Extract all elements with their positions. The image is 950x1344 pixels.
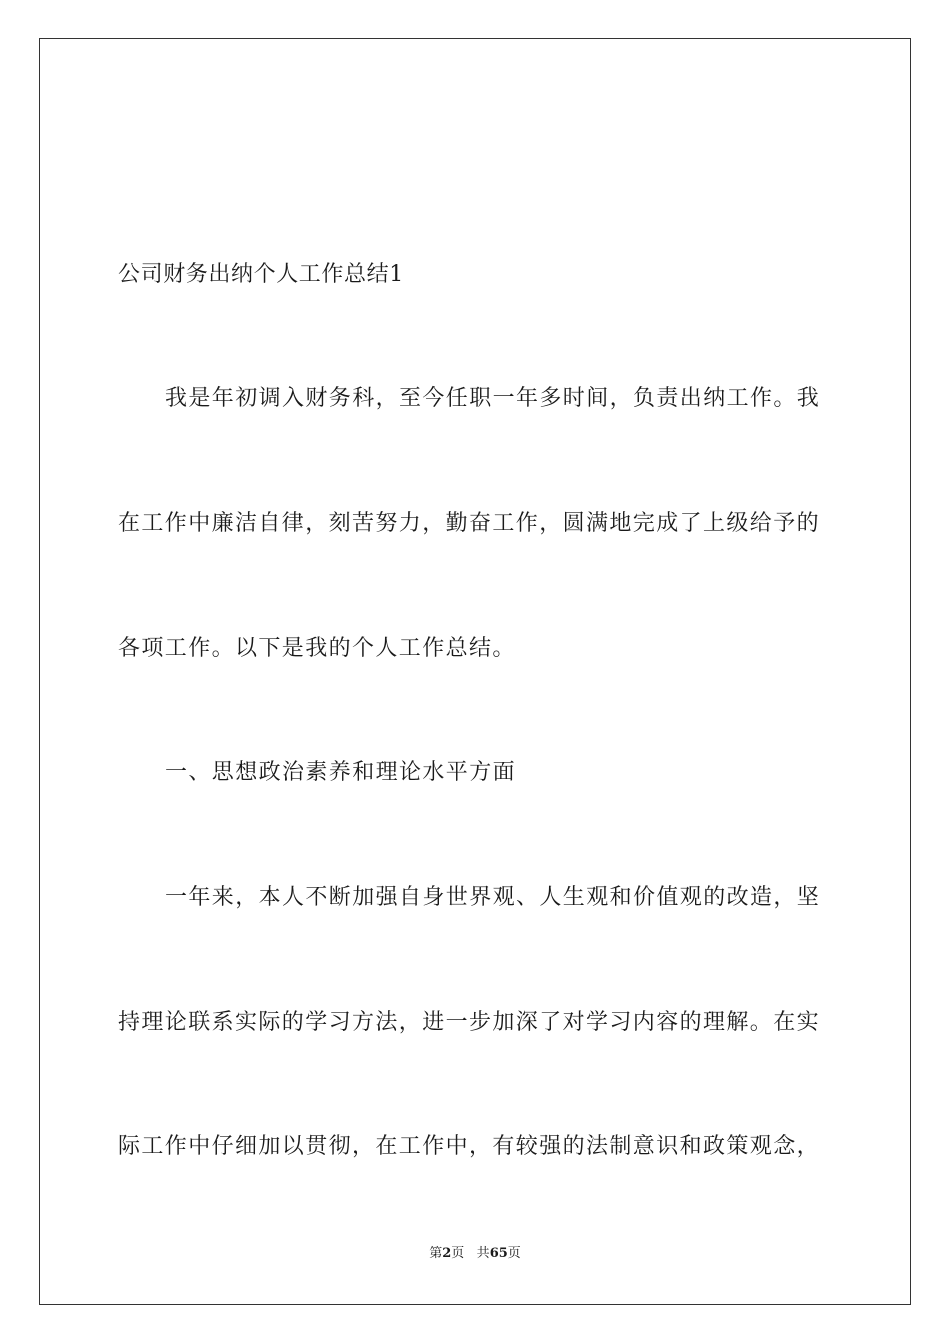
page-border [39,38,911,1305]
paragraph-line-2: 在工作中廉洁自律，刻苦努力，勤奋工作，圆满地完成了上级给予的 [118,511,821,536]
paragraph-line-4: 一年来，本人不断加强自身世界观、人生观和价值观的改造，坚 [165,885,821,910]
paragraph-line-5: 持理论联系实际的学习方法，进一步加深了对学习内容的理解。在实 [118,1010,821,1035]
section-heading: 一、思想政治素养和理论水平方面 [165,760,517,785]
paragraph-line-1: 我是年初调入财务科，至今任职一年多时间，负责出纳工作。我 [165,386,821,411]
page-footer [0,1245,950,1263]
paragraph-line-3: 各项工作。以下是我的个人工作总结。 [118,636,516,661]
page-number: 2 [442,1246,452,1261]
total-pages: 65 [489,1246,508,1261]
page-suffix: 页 [451,1246,465,1261]
paragraph-line-6: 际工作中仔细加以贯彻，在工作中，有较强的法制意识和政策观念， [118,1134,821,1159]
document-title: 公司财务出纳个人工作总结1 [118,262,404,287]
page-prefix: 第 [429,1246,443,1261]
total-suffix: 页 [507,1246,521,1261]
total-prefix: 共 [476,1246,490,1261]
